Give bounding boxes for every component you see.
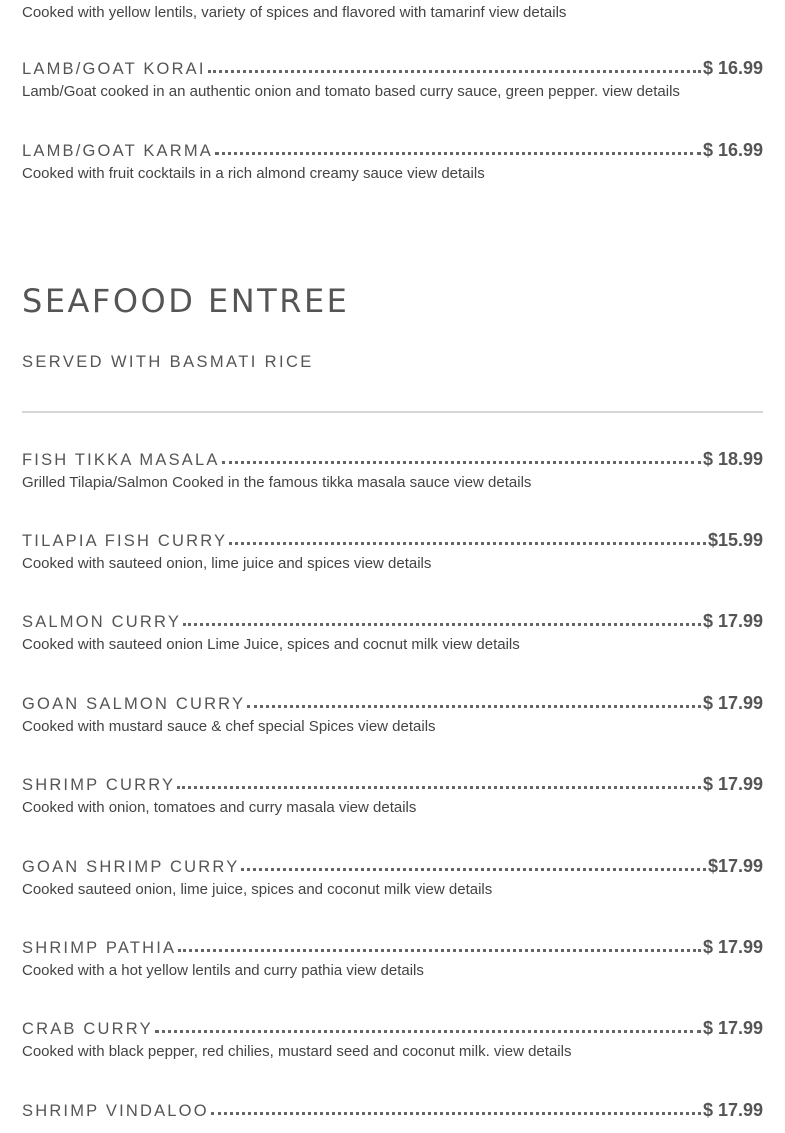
item-description: Cooked with black pepper, red chilies, mustard seed and coconut milk. view details <box>22 1043 572 1060</box>
menu-item-fish-tikka-masala[interactable] <box>22 449 763 491</box>
item-description: Cooked with yellow lentils, variety of spices and flavored with tamarinf view details <box>22 4 567 21</box>
item-price: $ 17.99 <box>702 611 763 631</box>
menu-item-shrimp-curry[interactable] <box>22 774 763 816</box>
item-description: Lamb/Goat cooked in an authentic onion and tomato based curry sauce, green pepper. view details <box>22 83 680 100</box>
menu-item-partial <box>22 4 763 21</box>
menu-item-lamb-karma[interactable] <box>22 140 763 182</box>
item-name: SHRIMP VINDALOO <box>22 1102 209 1120</box>
item-description: Cooked sauteed onion, lime juice, spices and coconut milk view details <box>22 881 493 898</box>
item-price: $ 17.99 <box>702 1100 763 1120</box>
item-name: LAMB/GOAT KORAI <box>22 60 206 78</box>
menu-item-goan-salmon-curry[interactable] <box>22 693 763 735</box>
item-name: SHRIMP PATHIA <box>22 939 177 957</box>
dot-leader <box>177 774 701 789</box>
dot-leader <box>178 937 701 952</box>
item-name: SHRIMP CURRY <box>22 776 176 794</box>
dot-leader <box>183 611 701 626</box>
item-description: Cooked with fruit cocktails in a rich almond creamy sauce view details <box>22 165 485 182</box>
item-price: $ 16.99 <box>702 58 763 78</box>
item-description: Cooked with mustard sauce & chef special Spices view details <box>22 718 436 735</box>
item-price: $ 17.99 <box>702 693 763 713</box>
item-price: $ 17.99 <box>702 774 763 794</box>
item-name: CRAB CURRY <box>22 1020 153 1038</box>
item-price: $ 16.99 <box>702 140 763 160</box>
menu-item-crab-curry[interactable] <box>22 1018 763 1060</box>
item-description: Cooked with onion, tomatoes and curry masala view details <box>22 799 417 816</box>
item-name: SALMON CURRY <box>22 613 182 631</box>
menu-item-lamb-korai[interactable] <box>22 58 763 100</box>
dot-leader <box>241 856 706 871</box>
dot-leader <box>229 530 706 545</box>
item-name: TILAPIA FISH CURRY <box>22 532 228 550</box>
item-description: Cooked with a hot yellow lentils and curry pathia view details <box>22 962 424 979</box>
dot-leader <box>247 693 701 708</box>
item-price: $17.99 <box>707 856 763 876</box>
item-name: GOAN SALMON CURRY <box>22 695 246 713</box>
menu-item-shrimp-pathia[interactable] <box>22 937 763 979</box>
item-description: Grilled Tilapia/Salmon Cooked in the famous tikka masala sauce view details <box>22 474 532 491</box>
dot-leader <box>215 140 701 155</box>
dot-leader <box>211 1100 701 1115</box>
menu-item-goan-shrimp-curry[interactable] <box>22 856 763 898</box>
item-price: $ 17.99 <box>702 1018 763 1038</box>
item-price: $ 17.99 <box>702 937 763 957</box>
item-description: Cooked with sauteed onion, lime juice and spices view details <box>22 555 432 572</box>
section-title: SEAFOOD ENTREE <box>22 282 350 320</box>
item-name: FISH TIKKA MASALA <box>22 451 220 469</box>
item-price: $15.99 <box>707 530 763 550</box>
menu-item-tilapia-fish-curry[interactable] <box>22 530 763 572</box>
item-name: GOAN SHRIMP CURRY <box>22 858 240 876</box>
section-subtitle: SERVED WITH BASMATI RICE <box>22 353 314 371</box>
menu-item-shrimp-vindaloo[interactable] <box>22 1100 763 1121</box>
dot-leader <box>222 449 701 464</box>
dot-leader <box>155 1018 701 1033</box>
item-price: $ 18.99 <box>702 449 763 469</box>
section-divider <box>22 411 763 413</box>
dot-leader <box>208 58 701 73</box>
item-description: Cooked with sauteed onion Lime Juice, spices and cocnut milk view details <box>22 636 520 653</box>
item-name: LAMB/GOAT KARMA <box>22 142 214 160</box>
menu-item-salmon-curry[interactable] <box>22 611 763 653</box>
